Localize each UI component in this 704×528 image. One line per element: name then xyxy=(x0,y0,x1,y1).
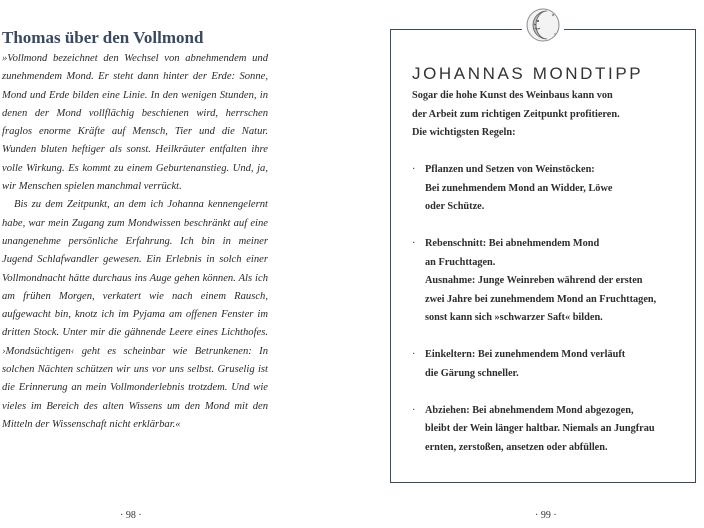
rule-line: Einkeltern: Bei zunehmendem Mond verläuft xyxy=(425,349,626,360)
rule-line: oder Schütze. xyxy=(425,201,485,212)
page-heading: Thomas über den Vollmond xyxy=(2,28,204,47)
rule-item xyxy=(412,161,692,217)
tip-title: JOHANNAS MONDTIPP xyxy=(412,64,644,83)
crescent-moon-face-icon xyxy=(522,4,564,46)
rule-line: Abziehen: Bei abnehmendem Mond abgezogen, xyxy=(425,404,634,416)
rule-item xyxy=(412,235,692,328)
rule-line: Bei zunehmendem Mond an Widder, Löwe xyxy=(425,182,613,194)
rule-line: bleibt der Wein länger haltbar. Niemals an Jungfrau xyxy=(425,423,655,434)
right-page xyxy=(352,0,704,528)
paragraph-1: »Vollmond bezeichnet den Wechsel von abnehmendem und zunehmendem Mond. Er steht dann hinter der Erde: Sonne, Mond und Erde bilden eine Linie. In den wenigen Stunden, in denen der Mond vollflächig beschienen wird, herrschen fraglos enorme Kräfte auf Mensch, Tier und die Natur. Wunden bluten heftiger als sonst. Heilkräuter entfalten ihre volle Wirkung. Es kommt zu einem Geburtenanstieg. Und, ja, wir Menschen spielen manchmal verrückt. xyxy=(2,53,268,193)
rule-line: an Fruchttagen. xyxy=(425,256,496,268)
bullet-icon: · xyxy=(412,349,416,360)
body-text xyxy=(2,50,268,434)
bullet-icon: · xyxy=(412,238,416,249)
intro-line: Sogar die hohe Kunst des Weinbaus kann von xyxy=(412,90,613,101)
paragraph-2: Bis zu dem Zeitpunkt, an dem ich Johanna kennengelernt habe, war mein Zugang zum Mondwissen beschränkt auf eine unangenehme persönliche Erfahrung. Ich bin in meiner Jugend Schlafwandler gewesen. Ein Erlebnis in solch einer Vollmondnacht hätte durchaus ins Auge gehen können. Als ich am frühen Morgen, verkatert wie nach einem Rausch, aufgewacht bin, knotz ich im Pyjama am offenen Fenster im dritten Stock. Unter mir die gähnende Leere eines Lichthofes. ›Mondsüchtigen‹ geht es scheinbar wie Betrunkenen: In solchen Nächten schützen wir uns vor uns selbst. Gruselig ist die Erinnerung an mein Vollmonderlebnis trotzdem. Und wie vieles im Bereich des alten Wissens um den Mond mit den Mitteln der Wissenschaft nicht erklärbar.« xyxy=(2,199,268,430)
intro-line: der Arbeit zum richtigen Zeitpunkt profitieren. xyxy=(412,108,620,120)
rule-line: Ausnahme: Junge Weinreben während der ersten xyxy=(425,275,643,286)
rule-line: zwei Jahre bei zunehmendem Mond an Fruchttagen, xyxy=(425,293,657,305)
rule-item xyxy=(412,402,692,458)
bullet-icon: · xyxy=(412,404,416,416)
rule-line: sonst kann sich »schwarzer Saft« bilden. xyxy=(425,312,603,323)
rule-line: die Gärung schneller. xyxy=(425,367,519,379)
rule-line: ernten, zerstoßen, ansetzen oder abfüllen. xyxy=(425,441,608,453)
page-number: · 98 · xyxy=(120,510,142,521)
rule-line: Pflanzen und Setzen von Weinstöcken: xyxy=(425,164,595,175)
page-number: · 99 · xyxy=(535,510,557,521)
rules-list xyxy=(412,161,692,457)
tip-intro xyxy=(412,87,692,143)
intro-line: Die wichtigsten Regeln: xyxy=(412,127,516,138)
bullet-icon: · xyxy=(412,164,416,175)
tip-content xyxy=(412,87,692,476)
rule-item xyxy=(412,346,692,383)
rule-line: Rebenschnitt: Bei abnehmendem Mond xyxy=(425,238,600,249)
